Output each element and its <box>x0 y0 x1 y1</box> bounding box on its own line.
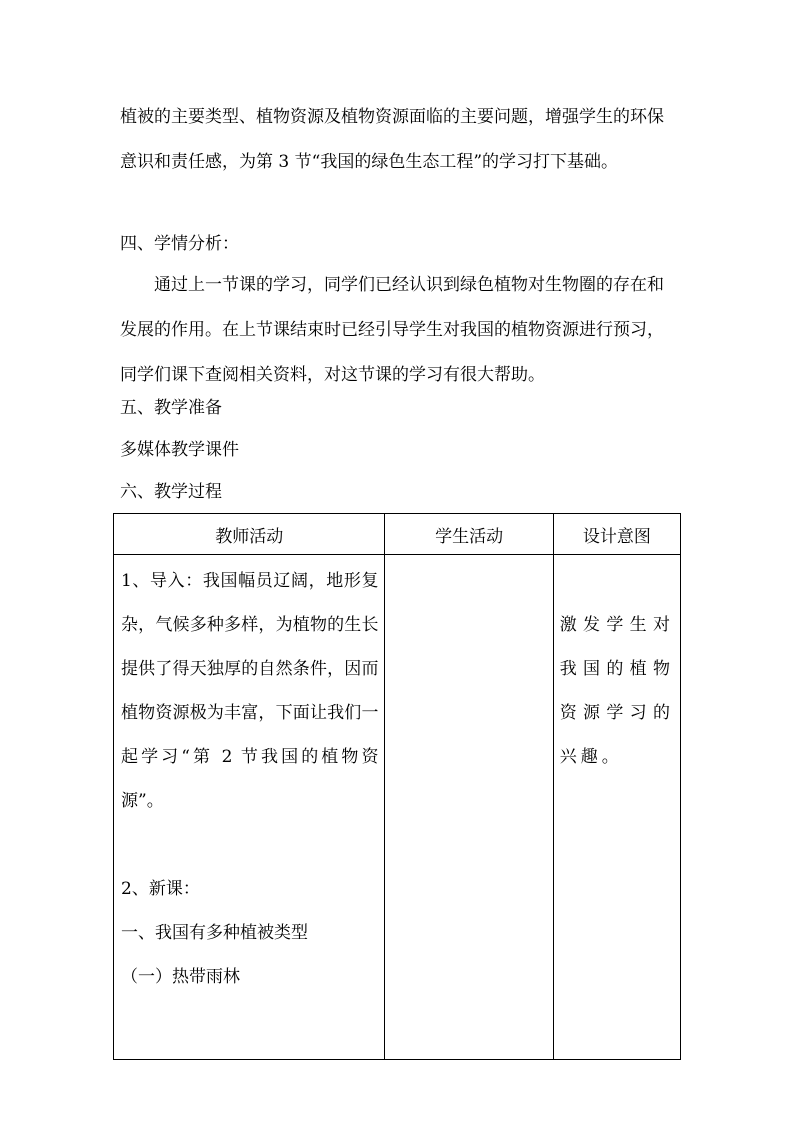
section5-content: 多媒体教学课件 <box>120 440 239 460</box>
teacher-activity-cell <box>114 555 385 1060</box>
subtopic-heading: （一）热带雨林 <box>121 967 240 987</box>
new-lesson-label: 2、新课： <box>121 879 200 899</box>
student-activity-cell <box>385 555 553 1060</box>
header-design-intent: 设计意图 <box>553 514 680 555</box>
design-intent-text: 激发学生对我国的植物资源学习的兴趣。 <box>559 615 674 767</box>
header-student-activity: 学生活动 <box>385 514 553 555</box>
table-row <box>114 555 681 1060</box>
design-intent-cell <box>553 555 680 1060</box>
section4-heading: 四、学情分析： <box>120 234 239 254</box>
table-header-row <box>114 514 681 555</box>
header-teacher-activity: 教师活动 <box>114 514 385 555</box>
section5-heading: 五、教学准备 <box>120 398 222 418</box>
teaching-process-table <box>113 513 681 1060</box>
blank-gap <box>121 823 378 867</box>
section6-heading: 六、教学过程 <box>120 482 222 502</box>
intro-paragraph: 植被的主要类型、植物资源及植物资源面临的主要问题，增强学生的环保意识和责任感，为第 3 节“我国的绿色生态工程”的学习打下基础。 <box>120 107 664 172</box>
teacher-intro-text: 1、导入：我国幅员辽阔，地形复杂，气候多种多样，为植物的生长提供了得天独厚的自然条件，因而植物资源极为丰富，下面让我们一起学习“第 2 节我国的植物资源”。 <box>121 571 379 811</box>
section4-paragraph: 通过上一节课的学习，同学们已经认识到绿色植物对生物圈的存在和发展的作用。在上节课结束时已经引导学生对我国的植物资源进行预习，同学们课下查阅相关资料，对这节课的学习有很大帮助。 <box>120 275 664 385</box>
topic-heading: 一、我国有多种植被类型 <box>121 923 308 943</box>
